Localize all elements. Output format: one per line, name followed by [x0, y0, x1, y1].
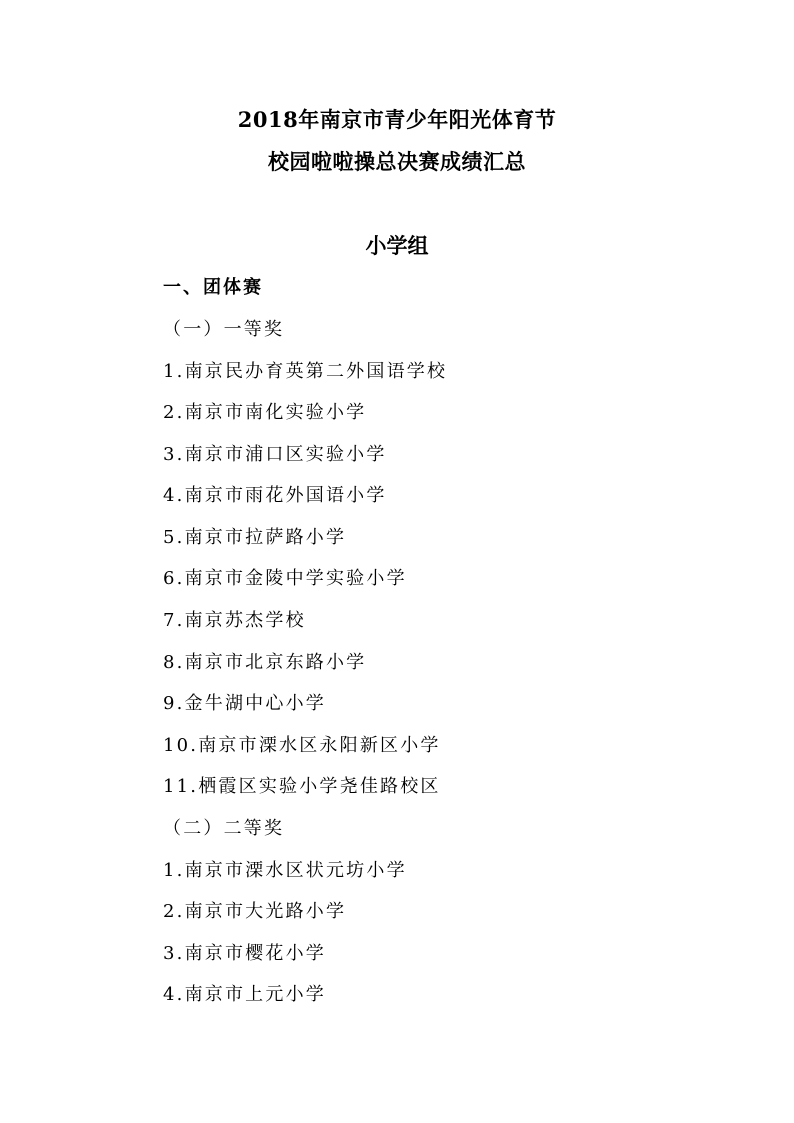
first-prize-item: 7.南京苏杰学校	[163, 610, 306, 631]
first-prize-item: 11.栖霞区实验小学尧佳路校区	[163, 776, 441, 797]
second-prize-item: 4.南京市上元小学	[163, 984, 326, 1005]
first-prize-item: 4.南京市雨花外国语小学	[163, 485, 387, 506]
second-prize-heading: （二）二等奖	[163, 818, 285, 839]
first-prize-item: 6.南京市金陵中学实验小学	[163, 568, 407, 589]
second-prize-item: 2.南京市大光路小学	[163, 901, 347, 922]
first-prize-heading: （一）一等奖	[163, 319, 285, 340]
first-prize-item: 10.南京市溧水区永阳新区小学	[163, 735, 441, 756]
first-prize-item: 8.南京市北京东路小学	[163, 652, 367, 673]
second-prize-item: 1.南京市溧水区状元坊小学	[163, 860, 407, 881]
first-prize-item: 2.南京市南化实验小学	[163, 402, 367, 423]
second-prize-item: 3.南京市樱花小学	[163, 943, 326, 964]
first-prize-item: 1.南京民办育英第二外国语学校	[163, 361, 448, 382]
first-prize-item: 3.南京市浦口区实验小学	[163, 444, 387, 465]
first-prize-item: 5.南京市拉萨路小学	[163, 527, 347, 548]
title-line-2: 校园啦啦操总决赛成绩汇总	[268, 149, 526, 174]
section-heading-team: 一、团体赛	[163, 277, 263, 298]
title-line-1: 2018年南京市青少年阳光体育节	[237, 107, 557, 132]
group-title: 小学组	[365, 233, 429, 258]
first-prize-item: 9.金牛湖中心小学	[163, 693, 326, 714]
